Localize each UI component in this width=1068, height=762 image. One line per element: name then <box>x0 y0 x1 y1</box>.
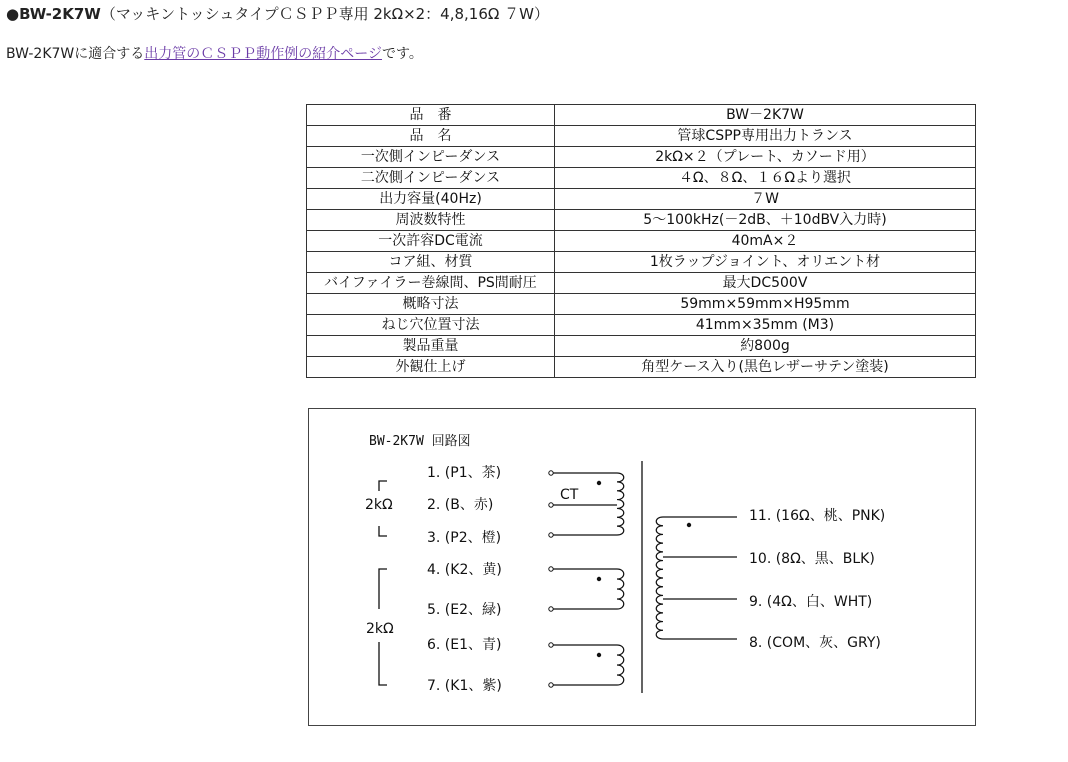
spec-value: 40mA×２ <box>555 231 976 252</box>
spec-row <box>307 168 976 189</box>
terminal-dot <box>549 643 553 647</box>
polarity-dot <box>597 653 601 657</box>
spec-label: 品 名 <box>307 126 555 147</box>
spec-value: 最大DC500V <box>555 273 976 294</box>
impedance-label-1: 2kΩ <box>365 497 393 513</box>
spec-row <box>307 147 976 168</box>
spec-label: 概略寸法 <box>307 294 555 315</box>
circuit-diagram-svg <box>309 409 975 725</box>
spec-row <box>307 231 976 252</box>
secondary-pin-label: 8. (COM、灰、GRY) <box>749 635 881 651</box>
spec-label: コア組、材質 <box>307 252 555 273</box>
primary-pin-label: 7. (K1、紫) <box>427 678 502 694</box>
model-description: （マッキントッシュタイプＣＳＰＰ専用 2kΩ×2：4,8,16Ω ７W） <box>100 5 549 23</box>
spec-row <box>307 189 976 210</box>
spec-row <box>307 294 976 315</box>
spec-row <box>307 105 976 126</box>
spec-row <box>307 336 976 357</box>
spec-label: 出力容量(40Hz) <box>307 189 555 210</box>
spec-value: 1枚ラップジョイント、オリエント材 <box>555 252 976 273</box>
spec-label: 一次側インピーダンス <box>307 147 555 168</box>
spec-row <box>307 357 976 378</box>
intro-line <box>6 44 423 64</box>
polarity-dot <box>597 577 601 581</box>
primary-pin-label: 4. (K2、黄) <box>427 562 502 578</box>
secondary-coil <box>656 517 663 639</box>
spec-row <box>307 273 976 294</box>
terminal-dot <box>549 683 553 687</box>
circuit-diagram <box>308 408 976 726</box>
primary-coil-2 <box>617 569 624 609</box>
spec-label: 外観仕上げ <box>307 357 555 378</box>
spec-label: 品 番 <box>307 105 555 126</box>
spec-value: 管球CSPP専用出力トランス <box>555 126 976 147</box>
primary-coil-3 <box>617 645 624 685</box>
primary-pin-label: 3. (P2、橙) <box>427 530 502 546</box>
spec-label: 周波数特性 <box>307 210 555 231</box>
secondary-pin-label: 10. (8Ω、黒、BLK) <box>749 551 875 567</box>
spec-value: ４Ω、８Ω、１６Ωより選択 <box>555 168 976 189</box>
intro-prefix: BW-2K7Wに適合する <box>6 46 145 62</box>
diagram-title: BW-2K7W 回路図 <box>369 434 471 449</box>
bullet-icon: ● <box>6 5 20 23</box>
polarity-dot <box>687 523 691 527</box>
spec-row <box>307 210 976 231</box>
cspp-examples-link[interactable]: 出力管のＣＳＰＰ動作例の紹介ページ <box>144 46 383 62</box>
secondary-pin-label: 11. (16Ω、桃、PNK) <box>749 508 886 524</box>
primary-pin-label: 5. (E2、緑) <box>427 602 502 618</box>
spec-value: BW－2K7W <box>555 105 976 126</box>
intro-suffix: です。 <box>382 46 423 62</box>
bracket-top-1 <box>379 481 387 491</box>
spec-label: 一次許容DC電流 <box>307 231 555 252</box>
spec-value: 2kΩ×２（プレート、カソード用） <box>555 147 976 168</box>
spec-value: 5～100kHz(－2dB、＋10dBV入力時) <box>555 210 976 231</box>
terminal-dot <box>549 567 553 571</box>
primary-coil-1 <box>617 473 624 535</box>
primary-pin-label: 1. (P1、茶) <box>427 465 502 481</box>
spec-label: 二次側インピーダンス <box>307 168 555 189</box>
spec-row <box>307 315 976 336</box>
terminal-dot <box>549 503 553 507</box>
primary-pin-label: 2. (B、赤) <box>427 497 494 513</box>
impedance-label-2: 2kΩ <box>366 621 394 637</box>
spec-table <box>306 104 976 378</box>
ct-label: CT <box>560 487 579 503</box>
primary-pin-label: 6. (E1、青) <box>427 637 502 653</box>
terminal-dot <box>549 471 553 475</box>
spec-value: 41mm×35mm (M3) <box>555 315 976 336</box>
spec-label: ねじ穴位置寸法 <box>307 315 555 336</box>
spec-value: 約800g <box>555 336 976 357</box>
spec-value: ７W <box>555 189 976 210</box>
spec-label: 製品重量 <box>307 336 555 357</box>
terminal-dot <box>549 533 553 537</box>
spec-value: 角型ケース入り(黒色レザーサテン塗装) <box>555 357 976 378</box>
secondary-pin-label: 9. (4Ω、白、WHT) <box>749 594 873 610</box>
bracket-bottom-1 <box>379 526 387 536</box>
spec-label: バイファイラー巻線間、PS間耐圧 <box>307 273 555 294</box>
spec-value: 59mm×59mm×H95mm <box>555 294 976 315</box>
terminal-dot <box>549 607 553 611</box>
spec-row <box>307 126 976 147</box>
polarity-dot <box>597 481 601 485</box>
product-heading <box>6 4 549 24</box>
bracket-top-2 <box>379 569 387 609</box>
spec-row <box>307 252 976 273</box>
bracket-bottom-2 <box>379 642 387 685</box>
model-name: BW-2K7W <box>19 5 101 23</box>
